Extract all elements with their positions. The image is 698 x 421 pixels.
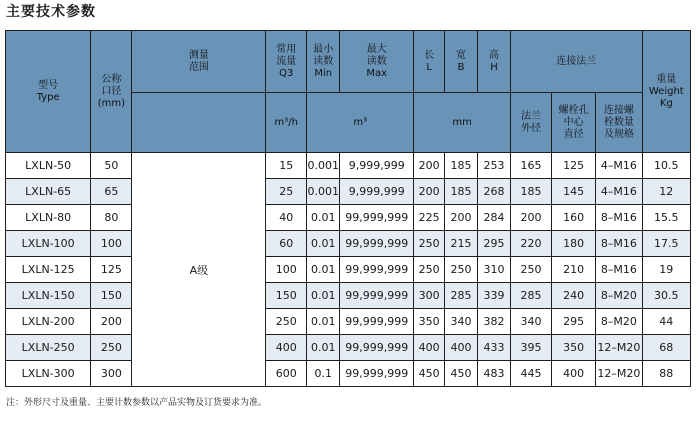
spec-table bbox=[5, 30, 691, 387]
table-row bbox=[6, 231, 691, 257]
cell-max: 99,999,999 bbox=[340, 205, 414, 231]
header-unit-flow: m³/h bbox=[266, 93, 307, 153]
cell-q3: 400 bbox=[266, 335, 307, 361]
cell-weight: 10.5 bbox=[642, 153, 690, 179]
cell-q3: 250 bbox=[266, 309, 307, 335]
header-min-reading: 最小 读数 Min bbox=[307, 31, 340, 93]
cell-weight: 30.5 bbox=[642, 283, 690, 309]
cell-height: 433 bbox=[478, 335, 511, 361]
footnote: 注：外形尺寸及重量、主要计数参数以产品实物及订货要求为准。 bbox=[6, 398, 268, 408]
header-unit-dimension: mm bbox=[414, 93, 511, 153]
table-row bbox=[6, 283, 691, 309]
cell-min: 0.01 bbox=[307, 335, 340, 361]
cell-min: 0.01 bbox=[307, 231, 340, 257]
cell-bolt-pcd: 145 bbox=[552, 179, 596, 205]
spec-table-body bbox=[6, 153, 691, 387]
cell-type: LXLN-200 bbox=[6, 309, 91, 335]
cell-flange-od: 165 bbox=[510, 153, 551, 179]
header-type: 型号 Type bbox=[6, 31, 91, 153]
cell-length: 300 bbox=[414, 283, 445, 309]
cell-dn: 50 bbox=[91, 153, 132, 179]
cell-bolt-pcd: 240 bbox=[552, 283, 596, 309]
cell-length: 450 bbox=[414, 361, 445, 387]
cell-dn: 80 bbox=[91, 205, 132, 231]
cell-length: 250 bbox=[414, 257, 445, 283]
cell-min: 0.001 bbox=[307, 179, 340, 205]
cell-width: 340 bbox=[445, 309, 478, 335]
cell-bolt-spec: 12–M20 bbox=[596, 361, 642, 387]
cell-flange-od: 250 bbox=[510, 257, 551, 283]
cell-flange-od: 285 bbox=[510, 283, 551, 309]
cell-max: 9,999,999 bbox=[340, 153, 414, 179]
cell-length: 250 bbox=[414, 231, 445, 257]
cell-weight: 19 bbox=[642, 257, 690, 283]
cell-height: 310 bbox=[478, 257, 511, 283]
cell-weight: 12 bbox=[642, 179, 690, 205]
cell-q3: 100 bbox=[266, 257, 307, 283]
table-row bbox=[6, 153, 691, 179]
table-row bbox=[6, 309, 691, 335]
table-row bbox=[6, 205, 691, 231]
cell-bolt-spec: 8–M20 bbox=[596, 309, 642, 335]
cell-q3: 40 bbox=[266, 205, 307, 231]
cell-bolt-pcd: 160 bbox=[552, 205, 596, 231]
table-row bbox=[6, 257, 691, 283]
cell-flange-od: 445 bbox=[510, 361, 551, 387]
cell-weight: 15.5 bbox=[642, 205, 690, 231]
cell-max: 99,999,999 bbox=[340, 361, 414, 387]
cell-height: 284 bbox=[478, 205, 511, 231]
cell-bolt-spec: 4–M16 bbox=[596, 179, 642, 205]
cell-width: 200 bbox=[445, 205, 478, 231]
cell-bolt-pcd: 180 bbox=[552, 231, 596, 257]
header-bolt-pcd: 螺栓孔 中心 直径 bbox=[552, 93, 596, 153]
cell-flange-od: 200 bbox=[510, 205, 551, 231]
cell-bolt-pcd: 400 bbox=[552, 361, 596, 387]
cell-weight: 44 bbox=[642, 309, 690, 335]
cell-length: 225 bbox=[414, 205, 445, 231]
cell-width: 250 bbox=[445, 257, 478, 283]
cell-bolt-pcd: 125 bbox=[552, 153, 596, 179]
cell-dn: 300 bbox=[91, 361, 132, 387]
cell-flange-od: 185 bbox=[510, 179, 551, 205]
cell-width: 185 bbox=[445, 153, 478, 179]
cell-height: 483 bbox=[478, 361, 511, 387]
cell-max: 9,999,999 bbox=[340, 179, 414, 205]
header-unit-reading: m³ bbox=[307, 93, 414, 153]
header-weight: 重量 Weight Kg bbox=[642, 31, 690, 153]
cell-bolt-spec: 8–M16 bbox=[596, 205, 642, 231]
cell-dn: 65 bbox=[91, 179, 132, 205]
cell-bolt-spec: 8–M16 bbox=[596, 231, 642, 257]
cell-height: 382 bbox=[478, 309, 511, 335]
table-row bbox=[6, 179, 691, 205]
cell-type: LXLN-65 bbox=[6, 179, 91, 205]
header-q3: 常用 流量 Q3 bbox=[266, 31, 307, 93]
cell-dn: 250 bbox=[91, 335, 132, 361]
table-row bbox=[6, 335, 691, 361]
cell-min: 0.01 bbox=[307, 257, 340, 283]
cell-height: 339 bbox=[478, 283, 511, 309]
cell-bolt-pcd: 210 bbox=[552, 257, 596, 283]
cell-width: 215 bbox=[445, 231, 478, 257]
header-bolt-spec: 连接螺 栓数量 及规格 bbox=[596, 93, 642, 153]
page-title: 主要技术参数 bbox=[6, 4, 96, 20]
cell-max: 99,999,999 bbox=[340, 257, 414, 283]
cell-max: 99,999,999 bbox=[340, 335, 414, 361]
cell-dn: 125 bbox=[91, 257, 132, 283]
cell-q3: 25 bbox=[266, 179, 307, 205]
cell-length: 400 bbox=[414, 335, 445, 361]
header-nominal-diameter: 公称 口径 (mm) bbox=[91, 31, 132, 153]
cell-bolt-spec: 8–M20 bbox=[596, 283, 642, 309]
cell-q3: 15 bbox=[266, 153, 307, 179]
cell-length: 200 bbox=[414, 153, 445, 179]
cell-bolt-spec: 8–M16 bbox=[596, 257, 642, 283]
cell-bolt-pcd: 350 bbox=[552, 335, 596, 361]
cell-dn: 150 bbox=[91, 283, 132, 309]
cell-weight: 17.5 bbox=[642, 231, 690, 257]
cell-type: LXLN-300 bbox=[6, 361, 91, 387]
cell-type: LXLN-80 bbox=[6, 205, 91, 231]
header-max-reading: 最大 读数 Max bbox=[340, 31, 414, 93]
cell-bolt-spec: 4–M16 bbox=[596, 153, 642, 179]
cell-type: LXLN-150 bbox=[6, 283, 91, 309]
cell-min: 0.01 bbox=[307, 283, 340, 309]
cell-q3: 60 bbox=[266, 231, 307, 257]
cell-width: 400 bbox=[445, 335, 478, 361]
cell-weight: 68 bbox=[642, 335, 690, 361]
header-range-unit bbox=[132, 93, 266, 153]
cell-length: 200 bbox=[414, 179, 445, 205]
cell-length: 350 bbox=[414, 309, 445, 335]
header-flange: 连接法兰 bbox=[510, 31, 642, 93]
cell-min: 0.01 bbox=[307, 205, 340, 231]
cell-weight: 88 bbox=[642, 361, 690, 387]
cell-min: 0.01 bbox=[307, 309, 340, 335]
cell-dn: 200 bbox=[91, 309, 132, 335]
header-flange-od: 法兰 外径 bbox=[510, 93, 551, 153]
cell-type: LXLN-50 bbox=[6, 153, 91, 179]
cell-max: 99,999,999 bbox=[340, 231, 414, 257]
cell-measuring-range: A级 bbox=[132, 153, 266, 387]
cell-flange-od: 340 bbox=[510, 309, 551, 335]
header-length: 长 L bbox=[414, 31, 445, 93]
header-height: 高 H bbox=[478, 31, 511, 93]
cell-height: 295 bbox=[478, 231, 511, 257]
header-width: 宽 B bbox=[445, 31, 478, 93]
cell-type: LXLN-125 bbox=[6, 257, 91, 283]
cell-max: 99,999,999 bbox=[340, 309, 414, 335]
cell-q3: 150 bbox=[266, 283, 307, 309]
cell-bolt-pcd: 295 bbox=[552, 309, 596, 335]
cell-width: 285 bbox=[445, 283, 478, 309]
cell-max: 99,999,999 bbox=[340, 283, 414, 309]
cell-dn: 100 bbox=[91, 231, 132, 257]
cell-flange-od: 220 bbox=[510, 231, 551, 257]
table-row bbox=[6, 361, 691, 387]
cell-width: 185 bbox=[445, 179, 478, 205]
cell-width: 450 bbox=[445, 361, 478, 387]
cell-type: LXLN-250 bbox=[6, 335, 91, 361]
cell-type: LXLN-100 bbox=[6, 231, 91, 257]
cell-min: 0.1 bbox=[307, 361, 340, 387]
cell-min: 0.001 bbox=[307, 153, 340, 179]
cell-flange-od: 395 bbox=[510, 335, 551, 361]
cell-bolt-spec: 12–M20 bbox=[596, 335, 642, 361]
cell-height: 268 bbox=[478, 179, 511, 205]
cell-q3: 600 bbox=[266, 361, 307, 387]
cell-height: 253 bbox=[478, 153, 511, 179]
header-measuring-range: 测量 范围 bbox=[132, 31, 266, 93]
